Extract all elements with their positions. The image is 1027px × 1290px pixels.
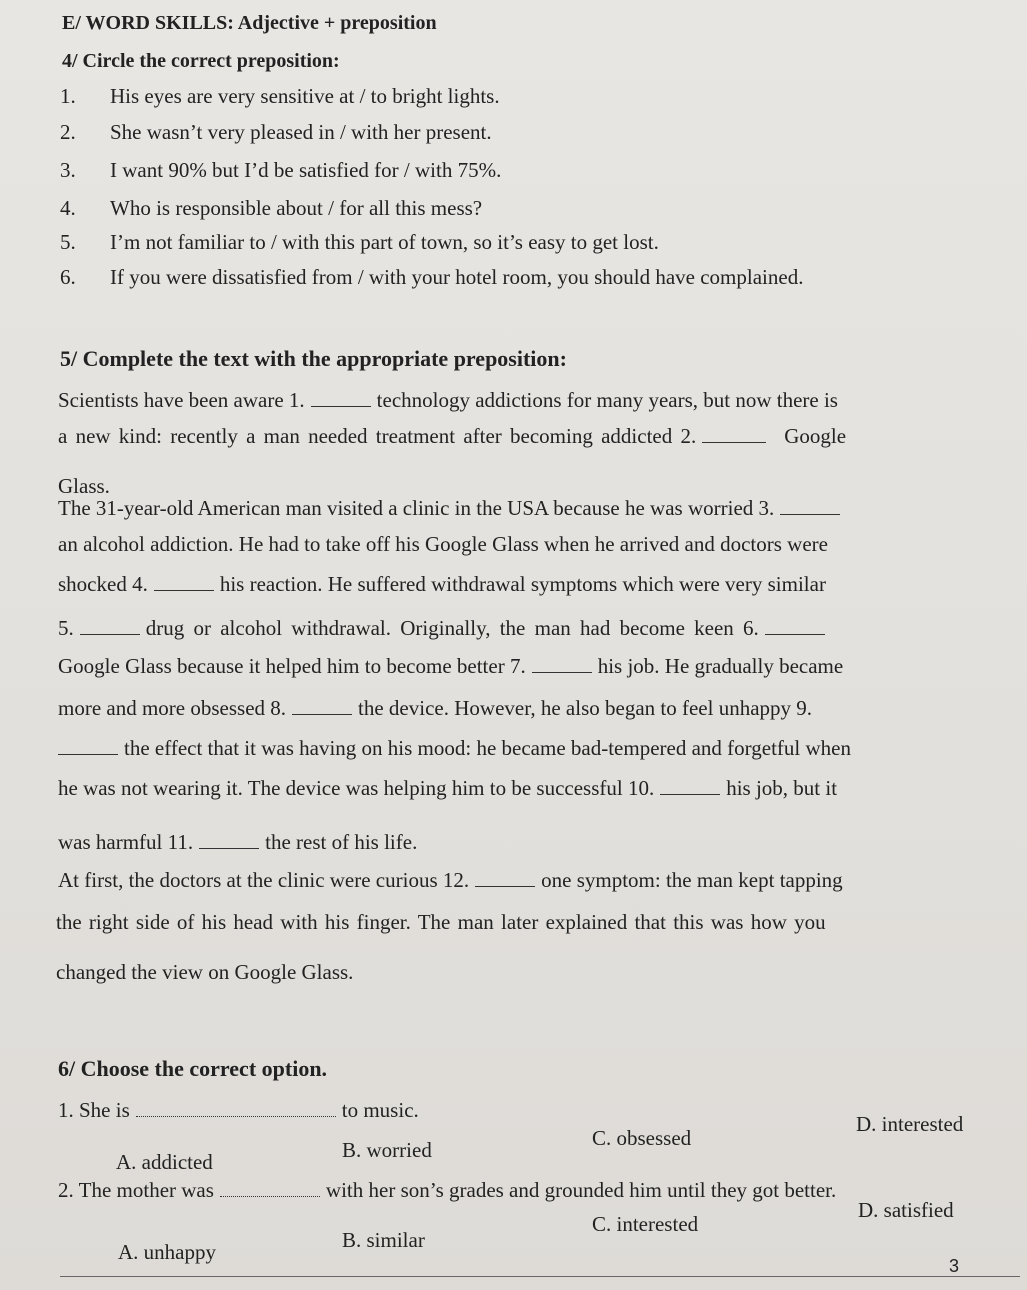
ex4-item-num: 6. (60, 265, 76, 289)
blank-4[interactable] (154, 572, 214, 591)
ex5-text: At first, the doctors at the clinic were curious 12. (58, 868, 470, 892)
ex5-text: a new kind: recently a man needed treatment after becoming addicted 2. (58, 424, 697, 448)
q1-stem: 1. She is (58, 1098, 130, 1122)
ex5-text: changed the view on Google Glass. (56, 960, 354, 984)
blank-5[interactable] (80, 616, 140, 635)
q2-stem-end: with her son’s grades and grounded him until they got better. (325, 1178, 837, 1202)
ex5-line (56, 910, 826, 935)
ex5-line (58, 868, 843, 893)
ex5-text: Scientists have been aware 1. (58, 388, 305, 412)
ex4-item-num: 2. (60, 120, 76, 144)
ex5-line (58, 736, 851, 761)
ex5-text: the effect that it was having on his mood: he became bad-tempered and forgetful when (124, 736, 851, 760)
page-number: 3 (948, 1256, 959, 1276)
blank-12[interactable] (475, 868, 535, 887)
ex5-text: Google Glass because it helped him to become better 7. (58, 654, 526, 678)
blank-3[interactable] (780, 496, 840, 515)
ex5-text: Glass. (58, 474, 110, 498)
ex5-line (58, 696, 812, 721)
ex5-line (58, 572, 826, 597)
ex4-item (60, 120, 492, 145)
ex4-item-text: His eyes are very sensitive at / to bright lights. (110, 84, 500, 108)
ex5-text: the rest of his life. (265, 830, 418, 854)
ex5-text: he was not wearing it. The device was helping him to be successful 10. (58, 776, 655, 800)
q2-option-c[interactable]: C. interested (592, 1212, 699, 1236)
ex5-text: more and more obsessed 8. (58, 696, 287, 720)
blank-8[interactable] (292, 696, 352, 715)
q1-option-d[interactable]: D. interested (856, 1112, 964, 1136)
ex5-line (58, 654, 843, 679)
ex5-text: his reaction. He suffered withdrawal symptoms which were very similar (219, 572, 826, 596)
q1-blank[interactable] (136, 1098, 336, 1117)
ex4-item (60, 84, 500, 109)
blank-10[interactable] (660, 776, 720, 795)
q2-blank[interactable] (220, 1178, 320, 1197)
ex6-title: 6/ Choose the correct option. (58, 1056, 328, 1081)
ex4-item-text: I want 90% but I’d be satisfied for / with 75%. (110, 158, 502, 182)
ex5-line (58, 776, 837, 801)
ex5-line (58, 388, 838, 413)
ex4-item-text: If you were dissatisfied from / with your hotel room, you should have complained. (110, 265, 804, 289)
ex6-question-1 (58, 1098, 419, 1123)
ex4-item (60, 158, 501, 183)
ex4-item-text: Who is responsible about / for all this mess? (110, 196, 483, 220)
blank-7[interactable] (532, 654, 592, 673)
ex5-title: 5/ Complete the text with the appropriate preposition: (60, 346, 567, 371)
ex5-text: one symptom: the man kept tapping (541, 868, 843, 892)
q2-option-b[interactable]: B. similar (342, 1228, 425, 1252)
q1-option-b[interactable]: B. worried (342, 1138, 432, 1162)
ex5-text: an alcohol addiction. He had to take off his Google Glass when he arrived and doctors were (58, 532, 828, 556)
ex4-item (60, 265, 803, 290)
q2-option-d[interactable]: D. satisfied (858, 1198, 954, 1222)
blank-11[interactable] (199, 830, 259, 849)
ex4-title: 4/ Circle the correct preposition: (62, 50, 340, 72)
ex5-text: The 31-year-old American man visited a clinic in the USA because he was worried 3. (58, 496, 775, 520)
ex4-item (60, 196, 482, 221)
ex4-item-num: 4. (60, 196, 76, 220)
blank-6[interactable] (765, 616, 825, 635)
blank-1[interactable] (311, 388, 371, 407)
q2-option-a[interactable]: A. unhappy (118, 1240, 216, 1264)
ex4-item-text: I’m not familiar to / with this part of town, so it’s easy to get lost. (110, 230, 659, 254)
q1-option-a[interactable]: A. addicted (116, 1150, 213, 1174)
blank-9[interactable] (58, 736, 118, 755)
ex5-line (58, 532, 828, 557)
q1-option-c[interactable]: C. obsessed (592, 1126, 692, 1150)
q2-stem: 2. The mother was (58, 1178, 214, 1202)
q1-stem-end: to music. (341, 1098, 419, 1122)
ex4-item-num: 1. (60, 84, 76, 108)
ex6-question-2 (58, 1178, 836, 1203)
blank-2[interactable] (702, 424, 766, 443)
ex5-line (56, 960, 353, 985)
ex5-line (58, 424, 846, 449)
ex5-text: his job. He gradually became (597, 654, 844, 678)
ex4-item-num: 3. (60, 158, 76, 182)
ex5-text: the device. However, he also began to feel unhappy 9. (358, 696, 813, 720)
ex5-text: the right side of his head with his finger. The man later explained that this was how you (56, 910, 826, 934)
ex5-text: shocked 4. (58, 572, 148, 596)
footer-rule (60, 1276, 1020, 1277)
ex5-text: 5. (58, 616, 74, 640)
ex5-text: Google (784, 424, 847, 448)
ex5-line (58, 496, 846, 521)
ex5-line (58, 616, 831, 641)
ex5-text: his job, but it (726, 776, 838, 800)
ex5-line (58, 830, 417, 855)
ex4-item-text: She wasn’t very pleased in / with her present. (110, 120, 492, 144)
ex4-item (60, 230, 659, 255)
ex5-text: drug or alcohol withdrawal. Originally, the man had become keen 6. (145, 616, 759, 640)
section-title: E/ WORD SKILLS: Adjective + preposition (62, 12, 437, 34)
ex4-item-num: 5. (60, 230, 76, 254)
ex5-text: technology addictions for many years, but now there is (376, 388, 838, 412)
ex5-text: was harmful 11. (58, 830, 194, 854)
